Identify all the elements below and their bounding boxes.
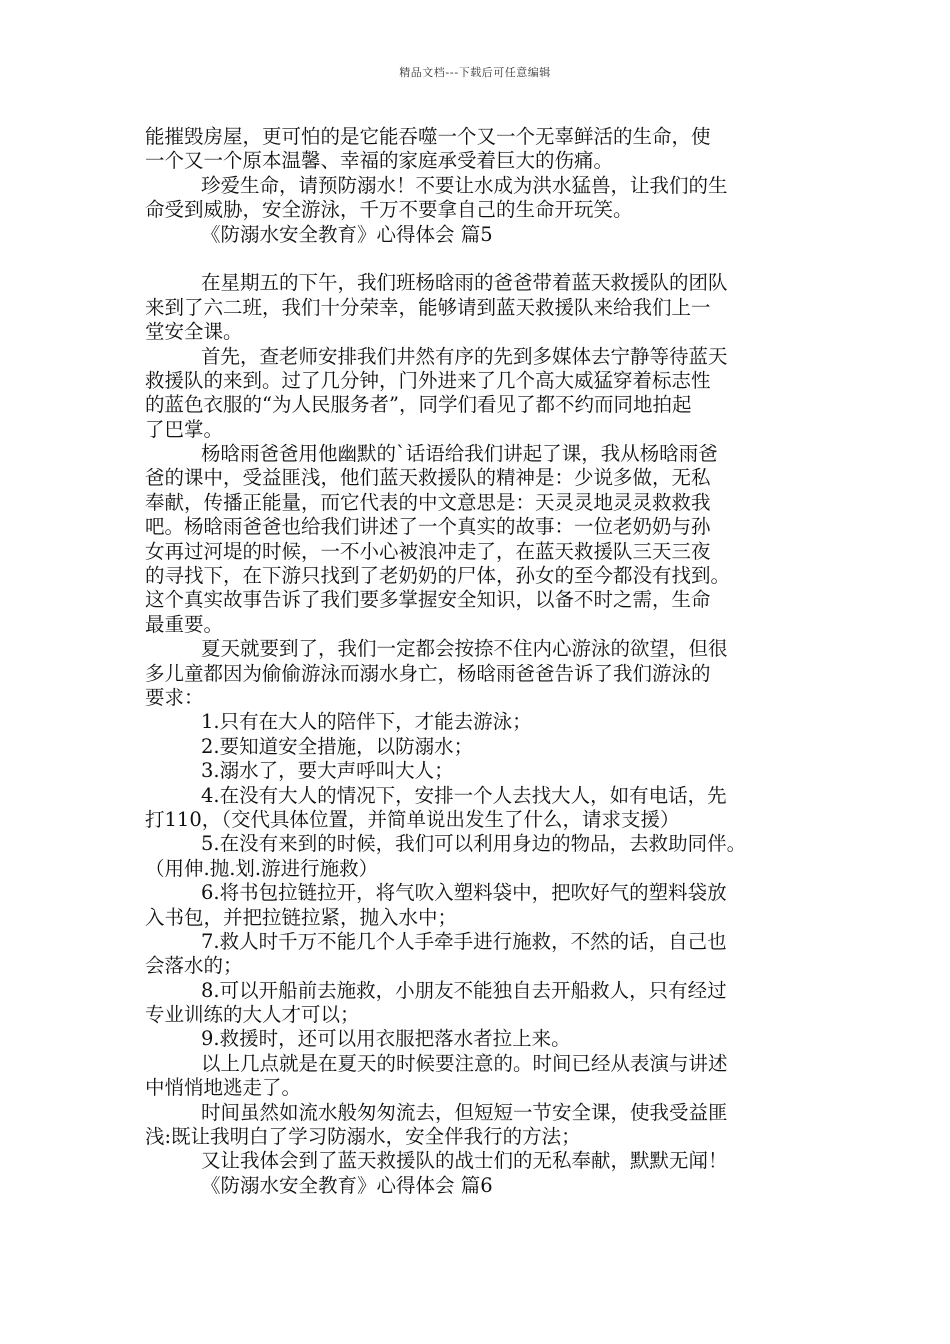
text-line: 会落水的； (145, 954, 243, 978)
text-line: 《防溺水安全教育》心得体会 篇5 (201, 222, 493, 246)
text-line: 9.救援时，还可以用衣服把落水者拉上来。 (201, 1027, 571, 1051)
text-line: 浅:既让我明白了学习防溺水，安全伴我行的方法； (145, 1125, 581, 1149)
text-line: 要求： (145, 685, 204, 709)
text-line: 8.可以开船前去施救，小朋友不能独自去开船救人，只有经过 (201, 978, 727, 1002)
text-line: 女再过河堤的时候，一不小心被浪冲走了，在蓝天救援队三天三夜 (145, 539, 711, 563)
text-line: 3.溺水了，要大声呼叫大人； (201, 759, 454, 783)
text-line: 2.要知道安全措施，以防溺水； (201, 734, 474, 758)
text-line: （用伸.抛.划.游进行施救） (145, 856, 379, 880)
text-line: 入书包，并把拉链拉紧，抛入水中； (145, 905, 458, 929)
text-line: 专业训练的大人才可以； (145, 1003, 360, 1027)
text-line: 以上几点就是在夏天的时候要注意的。时间已经从表演与讲述 (201, 1051, 728, 1075)
text-line: 珍爱生命，请预防溺水！不要让水成为洪水猛兽，让我们的生 (201, 173, 728, 197)
text-line: 又让我体会到了蓝天救援队的战士们的无私奉献，默默无闻！ (201, 1149, 728, 1173)
text-line: 打110，（交代具体位置，并简单说出发生了什么，请求支援） (145, 807, 680, 831)
text-line: 在星期五的下午，我们班杨晗雨的爸爸带着蓝天救援队的团队 (201, 271, 728, 295)
text-line: 救援队的来到。过了几分钟，门外进来了几个高大威猛穿着标志性 (145, 368, 711, 392)
text-line: 首先，查老师安排我们井然有序的先到多媒体去宁静等待蓝天 (201, 344, 728, 368)
document-header: 精品文档---下载后可任意编辑 (399, 66, 551, 79)
text-line: 《防溺水安全教育》心得体会 篇6 (201, 1173, 493, 1197)
text-line: 奉献，传播正能量，而它代表的中文意思是：天灵灵地灵灵救救我 (145, 490, 711, 514)
text-line: 这个真实故事告诉了我们要多掌握安全知识，以备不时之需，生命 (145, 588, 711, 612)
text-line: 7.救人时千万不能几个人手牵手进行施救，不然的话，自己也 (201, 929, 727, 953)
text-line: 的蓝色衣服的“为人民服务者”，同学们看见了都不约而同地拍起 (145, 393, 692, 417)
text-line: 来到了六二班，我们十分荣幸，能够请到蓝天救援队来给我们上一 (145, 295, 711, 319)
document-body (145, 125, 810, 1198)
text-line: 中悄悄地逃走了。 (145, 1076, 302, 1100)
text-line: 4.在没有大人的情况下，安排一个人去找大人，如有电话，先 (201, 783, 727, 807)
text-line: 了巴掌。 (145, 417, 224, 441)
text-line: 多儿童都因为偷偷游泳而溺水身亡，杨晗雨爸爸告诉了我们游泳的 (145, 661, 711, 685)
text-line: 的寻找下，在下游只找到了老奶奶的尸体，孙女的至今都没有找到。 (145, 564, 731, 588)
text-line: 6.将书包拉链拉开，将气吹入塑料袋中，把吹好气的塑料袋放 (201, 881, 727, 905)
text-line: 夏天就要到了，我们一定都会按捺不住内心游泳的欲望，但很 (201, 637, 728, 661)
text-line: 时间虽然如流水般匆匆流去，但短短一节安全课，使我受益匪 (201, 1100, 728, 1124)
text-line: 堂安全课。 (145, 320, 243, 344)
text-line: 命受到威胁，安全游泳，千万不要拿自己的生命开玩笑。 (145, 198, 633, 222)
text-line: 最重要。 (145, 612, 224, 636)
text-line: 1.只有在大人的陪伴下，才能去游泳； (201, 710, 532, 734)
text-line: 一个又一个原本温馨、幸福的家庭承受着巨大的伤痛。 (145, 149, 614, 173)
text-line: 能摧毁房屋，更可怕的是它能吞噬一个又一个无辜鲜活的生命，使 (145, 125, 711, 148)
text-line: 5.在没有来到的时候，我们可以利用身边的物品，去救助同伴。 (201, 832, 747, 856)
text-line: 爸的课中，受益匪浅，他们蓝天救援队的精神是：少说多做，无私 (145, 466, 711, 490)
blank-line (145, 247, 810, 271)
text-line: 吧。杨晗雨爸爸也给我们讲述了一个真实的故事：一位老奶奶与孙 (145, 515, 711, 539)
text-line: 杨晗雨爸爸用他幽默的`话语给我们讲起了课，我从杨晗雨爸 (201, 442, 718, 466)
